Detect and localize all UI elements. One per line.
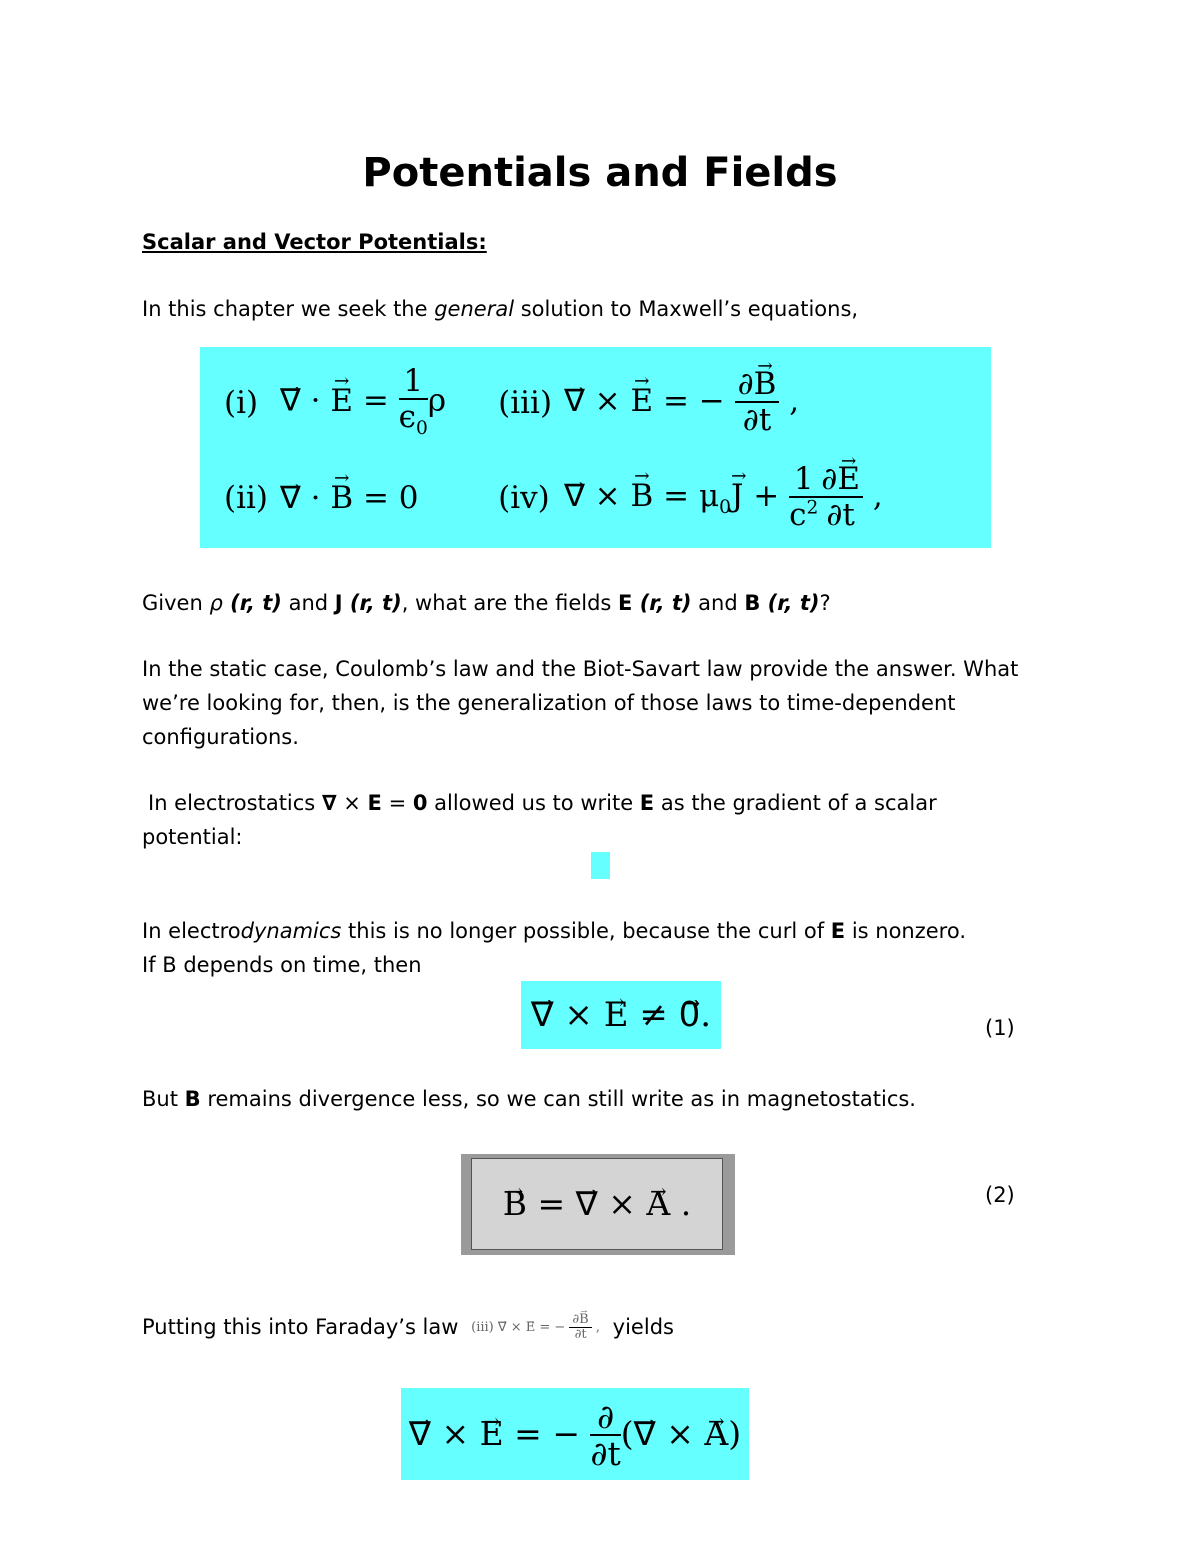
faraday-paragraph: Putting this into Faraday’s law (iii) ∇⃗ × → E = − $\frac{\partial\to B}{\partial t}$ , yields — [142, 1310, 674, 1345]
section-heading: Scalar and Vector Potentials: — [142, 230, 487, 254]
static-case-paragraph: In the static case, Coulomb’s law and the Biot-Savart law provide the answer. What we’re looking for, then, is the generalization of those laws to time-dependent configurations. — [142, 657, 1019, 749]
eq-i: ∇⃗ · → E = $\frac{1}{\epsilon_0}$ ρ — [274, 355, 452, 450]
faraday-inline-equation: (iii) ∇⃗ × → E = − $\frac{\partial\to B}{\partial t}$ , — [471, 1311, 600, 1345]
eq-iv: ∇⃗ × → $B = \mu_0\to J$ + $\frac{1}{c^2}$ $\frac{\partial\to E}{\partial t}$ , — [558, 450, 889, 545]
equation-2-image: → B = ∇⃗ × → A . — [461, 1154, 735, 1255]
eq-ii-label: (ii) — [224, 479, 269, 516]
maxwell-equations-image — [200, 347, 991, 548]
divergence-paragraph: But B remains divergence less, so we can still write as in magnetostatics. — [142, 1087, 916, 1111]
equation-2-number: (2) — [985, 1183, 1015, 1207]
eq-ii: ∇⃗ · → B = 0 — [274, 450, 452, 545]
electrostatics-paragraph: In electrostatics ∇ × E = 0 allowed us to write E as the gradient of a scalar — [148, 791, 937, 815]
electrodynamics-paragraph: In electrodynamics this is no longer possible, because the curl of E is nonzero. — [142, 919, 967, 943]
electrodynamics-line2: If B depends on time, then — [142, 953, 422, 977]
electrostatics-line2: potential: — [142, 825, 243, 849]
placeholder-equation-image — [591, 852, 610, 879]
intro-paragraph: In this chapter we seek the general solution to Maxwell’s equations, — [142, 297, 859, 321]
equation-1-number: (1) — [985, 1016, 1015, 1040]
eq-iv-label: (iv) — [498, 479, 550, 516]
equation-1-image: ∇⃗ × → E ≠ 0⃗. — [521, 981, 721, 1049]
faraday-result-equation-image: ∇⃗ × → E = − $\frac{\partial}{\partial t}$ (∇⃗ × → A) — [401, 1388, 749, 1480]
given-question: Given ρ (r, t) and J (r, t), what are the fields E (r, t) and B (r, t)? — [142, 591, 831, 615]
page-title: Potentials and Fields — [362, 150, 838, 196]
eq-iii-label: (iii) — [498, 384, 553, 421]
eq-i-label: (i) — [224, 384, 259, 421]
eq-iii: ∇⃗ × → E = − $\frac{\partial\to B}{\partial t}$ , — [558, 355, 889, 450]
